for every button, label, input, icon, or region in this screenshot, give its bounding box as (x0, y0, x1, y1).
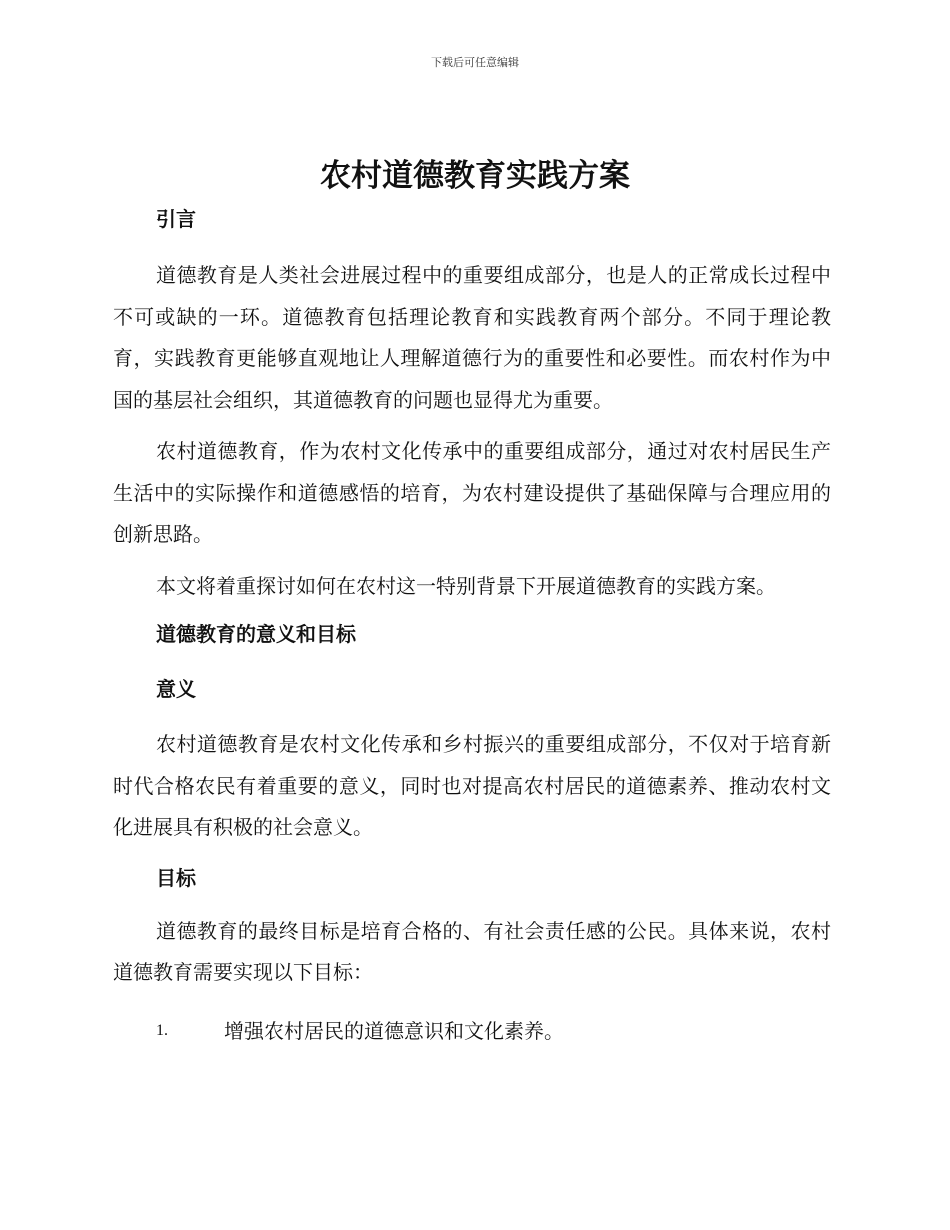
document-body (113, 202, 831, 1048)
list-item-text: 增强农村居民的道德意识和文化素养。 (224, 1018, 564, 1043)
list-item-number: 1. (156, 1021, 168, 1039)
subsection-heading-meaning: 意义 (156, 677, 196, 701)
document-title: 农村道德教育实践方案 (320, 158, 630, 194)
list-item (113, 1014, 831, 1048)
paragraph-intro-1: 道德教育是人类社会进展过程中的重要组成部分，也是人的正常成长过程中不可或缺的一环。道德教育包括理论教育和实践教育两个部分。不同于理论教育，实践教育更能够直观地让人理解道德行为的重要性和必要性。而农村作为中国的基层社会组织，其道德教育的问题也显得尤为重要。 (113, 263, 831, 412)
paragraph-meaning: 农村道德教育是农村文化传承和乡村振兴的重要组成部分，不仅对于培育新时代合格农民有着重要的意义，同时也对提高农村居民的道德素养、推动农村文化进展具有积极的社会意义。 (113, 732, 831, 839)
subsection-heading-goal: 目标 (156, 865, 196, 890)
section-heading-intro: 引言 (156, 207, 196, 231)
paragraph-intro-2: 农村道德教育，作为农村文化传承中的重要组成部分，通过对农村居民生产生活中的实际操作和道德感悟的培育，为农村建设提供了基础保障与合理应用的创新思路。 (113, 439, 831, 546)
header-note: 下载后可任意编辑 (431, 56, 519, 69)
section-heading-meaning-goal: 道德教育的意义和目标 (156, 622, 356, 646)
paragraph-intro-3: 本文将着重探讨如何在农村这一特别背景下开展道德教育的实践方案。 (156, 573, 776, 598)
paragraph-goal: 道德教育的最终目标是培育合格的、有社会责任感的公民。具体来说，农村道德教育需要实现以下目标： (113, 918, 831, 984)
